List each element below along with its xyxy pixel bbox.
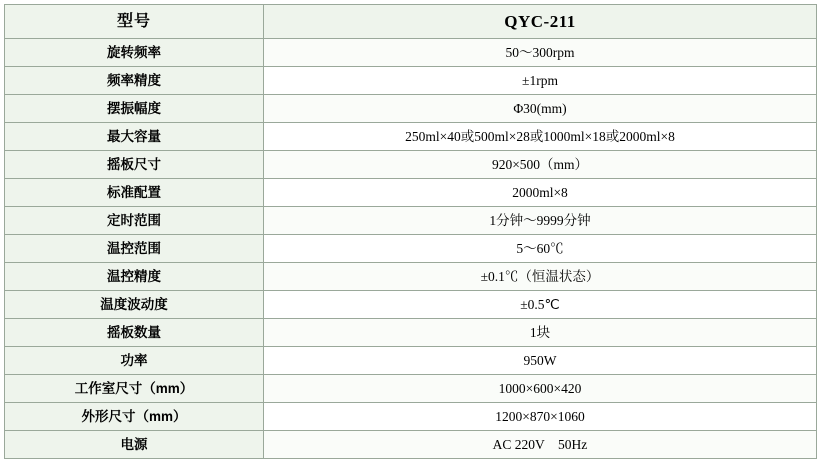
table-row — [5, 263, 817, 291]
row-label: 外形尺寸（mm） — [5, 403, 264, 431]
row-label: 标准配置 — [5, 179, 264, 207]
row-label: 最大容量 — [5, 123, 264, 151]
table-row — [5, 95, 817, 123]
row-label: 摇板尺寸 — [5, 151, 264, 179]
row-label: 摇板数量 — [5, 319, 264, 347]
row-label: 工作室尺寸（mm） — [5, 375, 264, 403]
table-row — [5, 375, 817, 403]
table-row — [5, 319, 817, 347]
table-row — [5, 179, 817, 207]
table-row — [5, 39, 817, 67]
row-value: 920×500（mm） — [264, 151, 817, 179]
row-value: Φ30(mm) — [264, 95, 817, 123]
table-row — [5, 431, 817, 459]
row-label: 定时范围 — [5, 207, 264, 235]
table-row — [5, 67, 817, 95]
row-value: ±0.1℃（恒温状态） — [264, 263, 817, 291]
table-row — [5, 403, 817, 431]
row-value: 1分钟～9999分钟 — [264, 207, 817, 235]
row-value: 950W — [264, 347, 817, 375]
table-body — [5, 5, 817, 459]
table-header-row — [5, 5, 817, 39]
row-value: 250ml×40或500ml×28或1000ml×18或2000ml×8 — [264, 123, 817, 151]
row-value: 5～60℃ — [264, 235, 817, 263]
table-row — [5, 291, 817, 319]
table-row — [5, 347, 817, 375]
row-label: 电源 — [5, 431, 264, 459]
row-value: 1块 — [264, 319, 817, 347]
row-label: 温控精度 — [5, 263, 264, 291]
header-label-cell: 型号 — [5, 5, 264, 39]
row-label: 旋转频率 — [5, 39, 264, 67]
row-label: 温控范围 — [5, 235, 264, 263]
row-value: 2000ml×8 — [264, 179, 817, 207]
row-value: 50～300rpm — [264, 39, 817, 67]
row-value: 1000×600×420 — [264, 375, 817, 403]
row-label: 温度波动度 — [5, 291, 264, 319]
table-row — [5, 123, 817, 151]
row-value: ±0.5℃ — [264, 291, 817, 319]
header-value-cell: QYC-211 — [264, 5, 817, 39]
row-value: ±1rpm — [264, 67, 817, 95]
table-row — [5, 151, 817, 179]
specification-table — [4, 4, 817, 459]
row-label: 频率精度 — [5, 67, 264, 95]
table-row — [5, 207, 817, 235]
row-label: 功率 — [5, 347, 264, 375]
table-row — [5, 235, 817, 263]
row-value: AC 220V 50Hz — [264, 431, 817, 459]
row-label: 摆振幅度 — [5, 95, 264, 123]
row-value: 1200×870×1060 — [264, 403, 817, 431]
